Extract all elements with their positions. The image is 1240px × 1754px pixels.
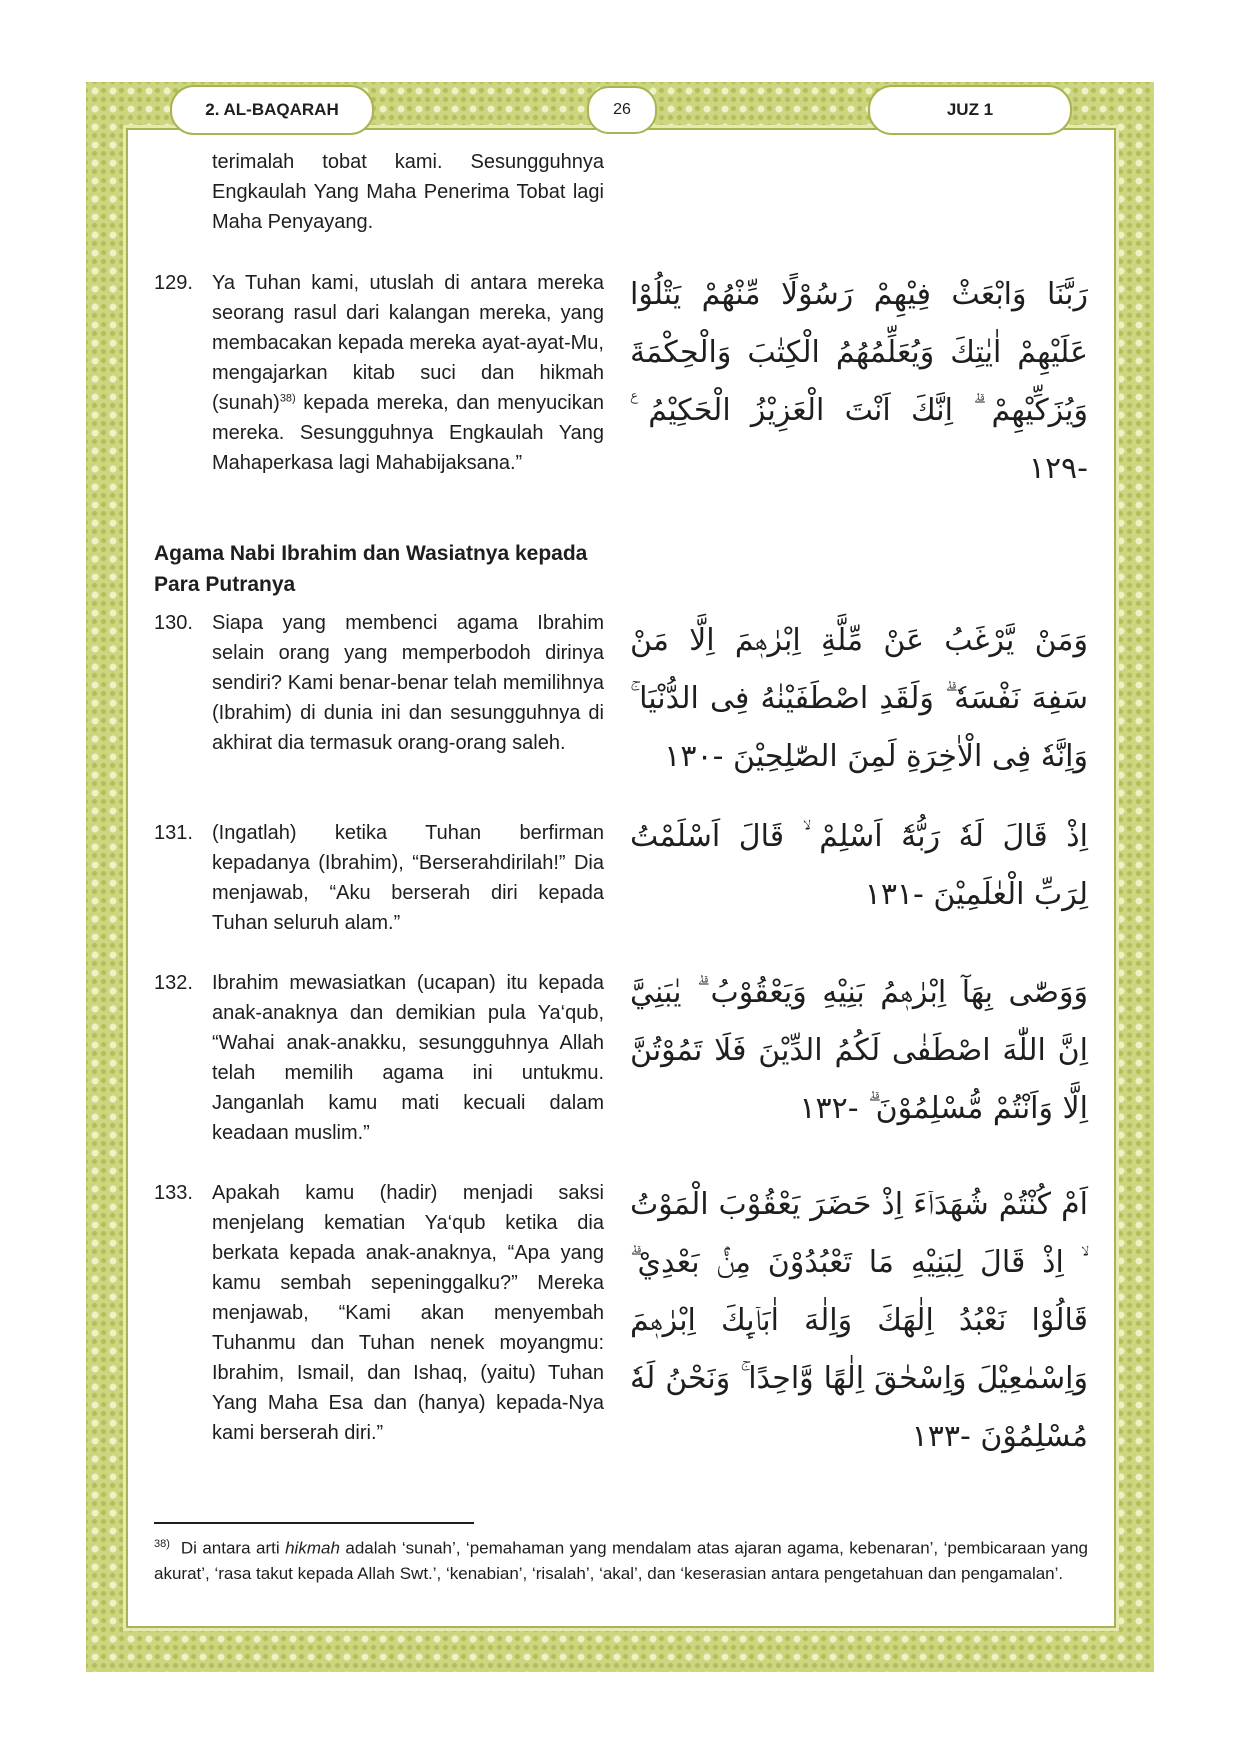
arabic-verse-132: وَوَصّٰى بِهَآ اِبْرٰهٖمُ بَنِيْهِ وَيَعْقُوْبُ ۗ يٰبَنِيَّ اِنَّ اللّٰهَ اصْطَفٰى لَكُمُ الدِّيْنَ فَلَا تَمُوْتُنَّ اِلَّا وَاَنْتُمْ مُّسْلِمُوْنَ ۗ -١٣٢	[630, 975, 1088, 1126]
verse-translation-130	[154, 608, 604, 758]
verse-number: 133.	[154, 1182, 193, 1204]
verse-text: Ya Tuhan kami, utuslah di antara mereka seorang rasul dari kalangan mereka, yang membacakan kepada mereka ayat-ayat-Mu, mengajarkan kitab suci dan hikmah (sunah)$^{38)}$ kepada mereka, dan menyucikan mereka. Sesungguhnya Engkaulah Yang Mahaperkasa lagi Mahabijaksana.”	[212, 272, 604, 474]
footnote-divider	[154, 1522, 474, 1524]
verse-continuation	[154, 147, 604, 237]
verse-number: 131.	[154, 822, 193, 844]
continuation-text: terimalah tobat kami. Sesungguhnya Engkaulah Yang Maha Penerima Tobat lagi Maha Penyayang.	[212, 151, 604, 233]
footnote-term: hikmah	[285, 1538, 340, 1558]
juz-label: JUZ 1	[868, 85, 1072, 135]
footnote: $^{38)}$ Di antara arti hikmah adalah ‘sunah’, ‘pemahaman yang mendalam atas ajaran agama, kebenaran’, ‘pembicaraan yang akurat’, ‘rasa takut kepada Allah Swt.’, ‘kenabian’, ‘risalah’, ‘akal’, dan ‘keserasian antara pengetahuan dan pengamalan’.	[154, 1538, 1088, 1583]
footnote-ref: 38)	[279, 392, 296, 405]
arabic-verse-130: وَمَنْ يَّرْغَبُ عَنْ مِّلَّةِ اِبْرٰهٖمَ اِلَّا مَنْ سَفِهَ نَفْسَهٗ ۗ وَلَقَدِ اصْطَفَيْنٰهُ فِى الدُّنْيَا ۚ وَاِنَّهٗ فِى الْاٰخِرَةِ لَمِنَ الصّٰلِحِيْنَ -١٣٠	[630, 623, 1088, 774]
verse-translation-132	[154, 968, 604, 1148]
page-number: 26	[587, 86, 657, 134]
verse-translation-133	[154, 1178, 604, 1448]
verse-translation-131	[154, 818, 604, 938]
verse-number: 132.	[154, 972, 193, 994]
arabic-verse-133: اَمْ كُنْتُمْ شُهَدَاۤءَ اِذْ حَضَرَ يَعْقُوْبَ الْمَوْتُ ۙ اِذْ قَالَ لِبَنِيْهِ مَا تَعْبُدُوْنَ مِنْۢ بَعْدِيْ ۗ قَالُوْا نَعْبُدُ اِلٰهَكَ وَاِلٰهَ اٰبَاۤىِٕكَ اِبْرٰهٖمَ وَاِسْمٰعِيْلَ وَاِسْحٰقَ اِلٰهًا وَّاحِدًا ۚ وَنَحْنُ لَهٗ مُسْلِمُوْنَ -١٣٣	[630, 1187, 1088, 1454]
arabic-verse-131: اِذْ قَالَ لَهٗ رَبُّهٗٓ اَسْلِمْ ۙ قَالَ اَسْلَمْتُ لِرَبِّ الْعٰلَمِيْنَ -١٣١	[630, 819, 1088, 912]
verse-number: 129.	[154, 272, 193, 294]
section-heading: Agama Nabi Ibrahim dan Wasiatnya kepada Para Putranya	[154, 542, 588, 596]
verse-text: Ibrahim mewasiatkan (ucapan) itu kepada anak-anaknya dan demikian pula Ya‘qub, “Wahai anak-anakku, sesungguhnya Allah telah memilih agama ini untukmu. Janganlah kamu mati kecuali dalam keadaan muslim.”	[212, 972, 604, 1144]
verse-text: Siapa yang membenci agama Ibrahim selain orang yang memperbodoh dirinya sendiri? Kami benar-benar telah memilihnya (Ibrahim) di dunia ini dan sesungguhnya di akhirat dia termasuk orang-orang saleh.	[212, 612, 604, 754]
surah-name-label: 2. AL-BAQARAH	[170, 85, 374, 135]
footnote-mark: 38)	[154, 1538, 170, 1550]
verse-text: (Ingatlah) ketika Tuhan berfirman kepadanya (Ibrahim), “Berserahdirilah!” Dia menjawab, “Aku berserah diri kepada Tuhan seluruh alam.”	[212, 822, 604, 934]
verse-number: 130.	[154, 612, 193, 634]
verse-text: Apakah kamu (hadir) menjadi saksi menjelang kematian Ya‘qub ketika dia berkata kepada anak-anaknya, “Apa yang kamu sembah sepeninggalku?” Mereka menjawab, “Kami akan menyembah Tuhanmu dan Tuhan nenek moyangmu: Ibrahim, Ismail, dan Ishaq, (yaitu) Tuhan Yang Maha Esa dan (hanya) kepada-Nya kami berserah diri.”	[212, 1182, 604, 1444]
arabic-verse-129: رَبَّنَا وَابْعَثْ فِيْهِمْ رَسُوْلًا مِّنْهُمْ يَتْلُوْا عَلَيْهِمْ اٰيٰتِكَ وَيُعَلِّمُهُمُ الْكِتٰبَ وَالْحِكْمَةَ وَيُزَكِّيْهِمْ ۗ اِنَّكَ اَنْتَ الْعَزِيْزُ الْحَكِيْمُ ࣖ -١٢٩	[630, 277, 1088, 486]
verse-translation-129	[154, 268, 604, 478]
